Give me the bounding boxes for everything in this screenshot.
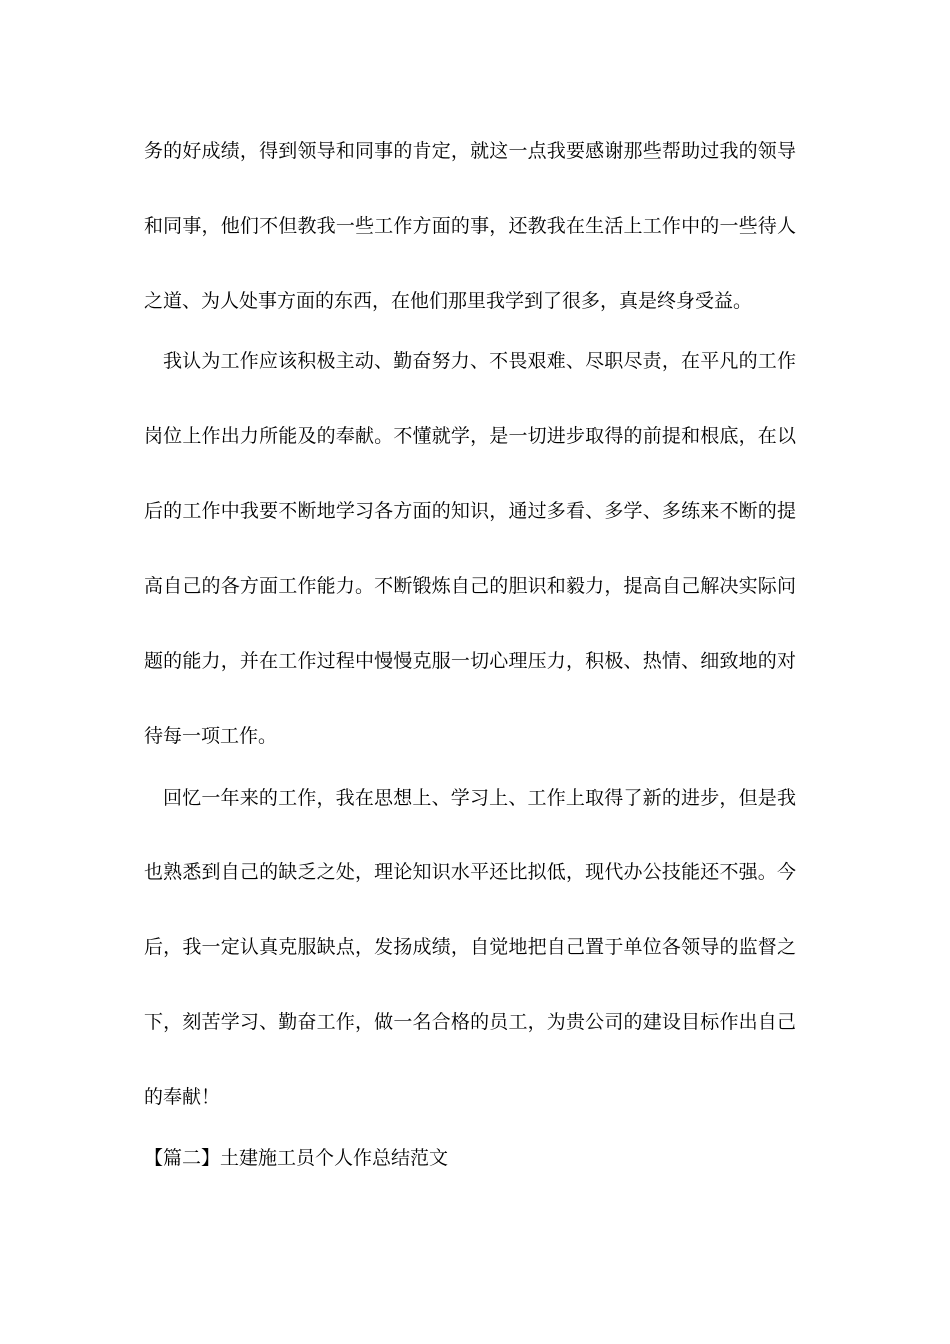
paragraph-2-line-3: 后的工作中我要不断地学习各方面的知识，通过多看、多学、多练来不断的提 <box>144 500 796 522</box>
paragraph-2-line-6: 待每一项工作。 <box>144 725 278 747</box>
paragraph-3-line-4: 下，刻苦学习、勤奋工作，做一名合格的员工，为贵公司的建设目标作出自己 <box>144 1011 796 1033</box>
paragraph-3-line-3: 后，我一定认真克服缺点，发扬成绩，自觉地把自己置于单位各领导的监督之 <box>144 936 796 958</box>
paragraph-2-line-2: 岗位上作出力所能及的奉献。不懂就学，是一切进步取得的前提和根底，在以 <box>144 425 796 447</box>
paragraph-2-line-1: 我认为工作应该积极主动、勤奋努力、不畏艰难、尽职尽责，在平凡的工作 <box>163 350 796 372</box>
paragraph-2-line-5: 题的能力，并在工作过程中慢慢克服一切心理压力，积极、热情、细致地的对 <box>144 650 796 672</box>
paragraph-1-line-1: 务的好成绩，得到领导和同事的肯定，就这一点我要感谢那些帮助过我的领导 <box>144 140 796 162</box>
section-heading: 【篇二】土建施工员个人作总结范文 <box>144 1147 449 1169</box>
paragraph-1-line-2: 和同事，他们不但教我一些工作方面的事，还教我在生活上工作中的一些待人 <box>144 215 796 237</box>
paragraph-3-line-2: 也熟悉到自己的缺乏之处，理论知识水平还比拟低，现代办公技能还不强。今 <box>144 861 796 883</box>
paragraph-2-line-4: 高自己的各方面工作能力。不断锻炼自己的胆识和毅力，提高自己解决实际问 <box>144 575 796 597</box>
paragraph-1-line-3: 之道、为人处事方面的东西，在他们那里我学到了很多，真是终身受益。 <box>144 290 753 312</box>
paragraph-3-line-5: 的奉献！ <box>144 1086 221 1108</box>
paragraph-3-line-1: 回忆一年来的工作，我在思想上、学习上、工作上取得了新的进步，但是我 <box>163 787 796 809</box>
